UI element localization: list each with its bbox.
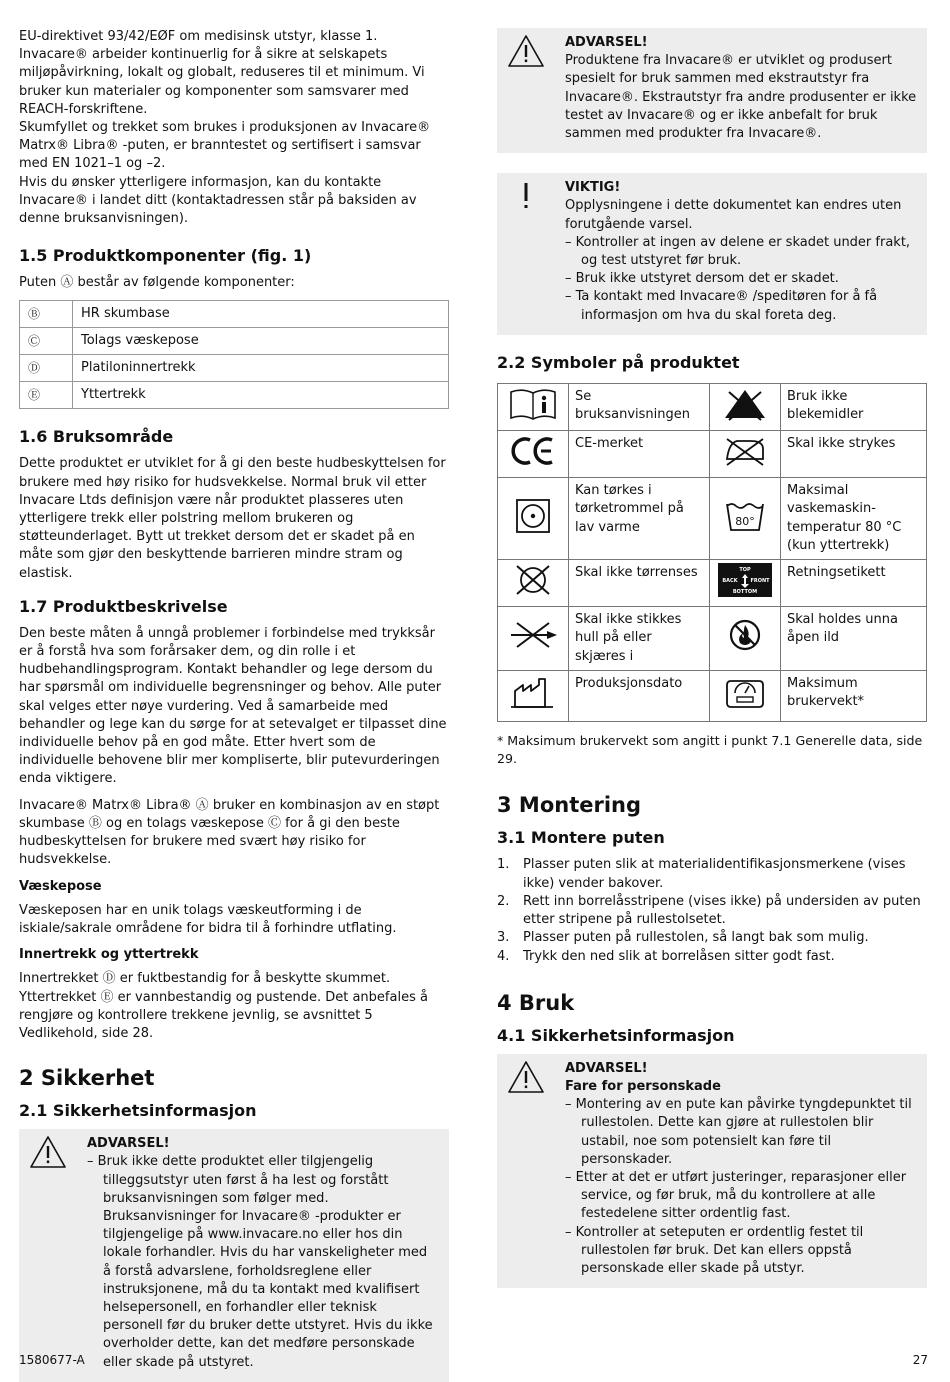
keep-away-fire-icon	[719, 617, 771, 653]
section-heading: 4.1 Sikkerhetsinformasjon	[497, 1025, 735, 1045]
warning-title: ADVARSEL!	[87, 1136, 170, 1152]
sub-heading: Innertrekk og yttertrekk	[19, 947, 199, 963]
component-key: Ⓓ	[20, 355, 73, 382]
intro-paragraph: Invacare® arbeider kontinuerlig for å sikre at selskapets miljøpåvirkning, lokalt og globalt, reduseres til et minimum. Vi bruker kun materialer og komponenter som samsvarer med REACH-forskriftene.	[19, 47, 425, 117]
symbol-description: Se bruksanvisningen	[569, 383, 710, 430]
table-row	[498, 607, 927, 671]
intro-paragraph: EU-direktivet 93/42/EØF om medisinsk utstyr, klasse 1.	[19, 29, 378, 44]
components-intro: Puten Ⓐ består av følgende komponenter:	[19, 275, 295, 291]
warning-box	[497, 28, 927, 153]
component-label: Tolags væskepose	[73, 328, 449, 355]
body-paragraph: Væskeposen har en unik tolags væskeutforming i de iskiale/sakrale områdene for bidra til å forhindre utflating.	[19, 902, 397, 936]
table-row	[20, 301, 449, 328]
warning-box	[19, 1129, 449, 1382]
list-item: 4. Trykk den ned slik at borrelåsen sitter godt fast.	[497, 948, 835, 964]
warning-title: ADVARSEL!	[565, 1060, 648, 1076]
document-id: 1580677-A	[19, 1353, 85, 1367]
no-dry-clean-icon	[507, 562, 559, 598]
intro-paragraph: Hvis du ønsker ytterligere informasjon, kan du kontakte Invacare® i landet ditt (kontaktadressen står på baksiden av denne bruksanvisningen).	[19, 174, 417, 227]
body-paragraph: Innertrekket Ⓓ er fuktbestandig for å beskytte skummet. Yttertrekket Ⓔ er vannbestandig og pustende. Det anbefales å rengjøre og kontrollere trekkene jevnlig, se avsnittet 5 Vedlikehold, side 28.	[19, 971, 428, 1041]
symbol-description: Maksimal vaskemaskin-temperatur 80 °C (kun yttertrekk)	[781, 478, 927, 560]
symbol-description: Kan tørkes i tørketrommel på lav varme	[569, 478, 710, 560]
body-paragraph: Dette produktet er utviklet for å gi den beste hudbeskyttelsen for brukere med høy risiko for hudsvekkelse. Normal bruk vil etter Invacare Ltds definisjon være når produktet plasseres uten ytterligere trekk eller polstring mellom brukeren og støtteunderlaget. Bytt ut trekket dersom det er skadet på en måte som gjør den beskyttende barrieren mindre stram og elastisk.	[19, 456, 446, 581]
component-label: HR skumbase	[73, 301, 449, 328]
symbol-description: CE-merket	[569, 431, 710, 478]
list-item: – Etter at det er utført justeringer, reparasjoner eller service, og før bruk, må du kontrollere at alle festedelene sitter ordentlig fast.	[565, 1169, 917, 1224]
component-label: Platiloninnertrekk	[73, 355, 449, 382]
symbol-description: Bruk ikke blekemidler	[781, 383, 927, 430]
orientation-label-icon	[717, 562, 773, 598]
svg-text:BACK: BACK	[722, 578, 738, 585]
list-item: – Montering av en pute kan påvirke tyngdepunktet til rullestolen. Dette kan gjøre at rullestolen blir ustabil, noe som potensielt kan føre til personskader.	[565, 1096, 917, 1169]
list-item: – Kontroller at ingen av delene er skadet under frakt, og test utstyret før bruk.	[565, 234, 917, 270]
section-heading: 2.2 Symboler på produktet	[497, 352, 740, 372]
table-row	[498, 431, 927, 478]
component-key: Ⓒ	[20, 328, 73, 355]
warning-triangle-icon	[507, 1060, 545, 1094]
component-key: Ⓔ	[20, 382, 73, 409]
warning-list	[565, 1096, 917, 1278]
table-row	[498, 670, 927, 721]
svg-text:TOP: TOP	[739, 567, 751, 574]
table-row	[498, 383, 927, 430]
warning-triangle-icon	[29, 1135, 67, 1169]
sub-heading: Væskepose	[19, 878, 102, 894]
wash-80-icon	[719, 496, 771, 536]
left-column	[19, 28, 449, 1382]
intro-paragraph: Skumfyllet og trekket som brukes i produksjonen av Invacare® Matrx® Libra® -puten, er branntestet og sertifisert i samsvar med EN 1021–1 og –2.	[19, 120, 431, 172]
warning-box	[497, 1054, 927, 1288]
max-weight-icon	[719, 673, 771, 713]
important-title: VIKTIG!	[565, 180, 621, 196]
table-row	[498, 478, 927, 560]
important-body: Opplysningene i dette dokumentet kan endres uten forutgående varsel.	[565, 198, 902, 232]
section-heading: 2.1 Sikkerhetsinformasjon	[19, 1101, 257, 1121]
warning-list	[87, 1153, 439, 1371]
symbol-description: Maksimum brukervekt*	[781, 670, 927, 721]
symbols-footnote: * Maksimum brukervekt som angitt i punkt 7.1 Generelle data, side 29.	[497, 733, 923, 767]
component-label: Yttertrekk	[73, 382, 449, 409]
list-item: 2. Rett inn borrelåsstripene (vises ikke) på undersiden av puten etter stripene på rullestolsetet.	[497, 893, 921, 928]
mounting-steps	[497, 856, 927, 965]
section-heading: 3.1 Montere puten	[497, 828, 665, 848]
svg-text:FRONT: FRONT	[750, 578, 770, 585]
warning-title: ADVARSEL!	[565, 35, 648, 50]
manufacture-date-icon	[507, 673, 559, 713]
ce-mark-icon	[507, 433, 559, 469]
list-item: – Kontroller at seteputen er ordentlig festet til rullestolen før bruk. Det kan ellers oppstå personskade eller skade på utstyr.	[565, 1224, 917, 1279]
symbol-description: Skal ikke strykes	[781, 431, 927, 478]
no-bleach-icon	[719, 386, 771, 422]
symbol-description: Skal holdes unna åpen ild	[781, 607, 927, 671]
symbol-description: Skal ikke stikkes hull på eller skjæres i	[569, 607, 710, 671]
list-item: 1. Plasser puten slik at materialidentifikasjonsmerkene (vises ikke) vender bakover.	[497, 857, 906, 891]
section-heading: 1.5 Produktkomponenter (fig. 1)	[19, 246, 312, 266]
important-box	[497, 173, 927, 335]
page-number: 27	[912, 1353, 928, 1367]
list-item: – Bruk ikke dette produktet eller tilgjengelig tilleggsutstyr uten først å ha lest og forstått bruksanvisningen som følger med. Bruksanvisninger for Invacare® -produkter er tilgjengelige på www.invacare.no eller hos din lokale forhandler. Hvis du har vanskeligheter med å forstå advarslene, forholdsreglene eller instruksjonene, må du ta kontakt med kvalifisert helsepersonell, en forhandler eller teknisk personell før du bruker dette utstyret. Hvis du ikke overholder dette, kan det medføre personskade eller skade på utstyret.	[87, 1153, 439, 1371]
list-item: – Bruk ikke utstyret dersom det er skadet.	[565, 270, 917, 288]
svg-text:BOTTOM: BOTTOM	[732, 589, 758, 596]
symbol-description: Produksjonsdato	[569, 670, 710, 721]
right-column	[497, 28, 927, 1288]
warning-triangle-icon	[507, 34, 545, 68]
chapter-heading: 4 Bruk	[497, 990, 575, 1015]
tumble-dry-low-icon	[507, 496, 559, 536]
no-pierce-icon	[505, 617, 561, 653]
important-list	[565, 234, 917, 325]
chapter-heading: 3 Montering	[497, 793, 642, 818]
list-item: 3. Plasser puten på rullestolen, så langt bak som mulig.	[497, 930, 869, 946]
list-item: – Ta kontakt med Invacare® /speditøren for å få informasjon om hva du skal foreta deg.	[565, 288, 917, 324]
symbols-table	[497, 383, 927, 722]
chapter-heading: 2 Sikkerhet	[19, 1066, 155, 1091]
table-row	[498, 560, 927, 607]
manual-icon	[507, 386, 559, 422]
components-table	[19, 300, 449, 409]
no-iron-icon	[719, 433, 771, 469]
table-row	[20, 328, 449, 355]
section-heading: 1.7 Produktbeskrivelse	[19, 596, 228, 616]
table-row	[20, 355, 449, 382]
wash-temp-label: 80°	[735, 514, 755, 528]
table-row	[20, 382, 449, 409]
symbol-description: Skal ikke tørrenses	[569, 560, 710, 607]
warning-body: Produktene fra Invacare® er utviklet og produsert spesielt for bruk sammen med ekstrautstyr fra Invacare®. Ekstrautstyr fra andre produsenter er ikke testet av Invacare® og er ikke anbefalt for bruk sammen med produkter fra Invacare®.	[565, 53, 917, 142]
body-paragraph: Den beste måten å unngå problemer i forbindelse med trykksår er å forstå hva som forårsaker dem, og din rolle i et hudbehandlingsprogram. Kontakt behandler og lege dersom du har spørsmål om individuelle begrensninger og behov. Alle puter skal velges etter nøye vurdering. Ved å samarbeide med behandler og lege kan du sørge for at setevalget er tilpasset dine individuelle behov på en god måte. Etter hvert som de individuelle behovene blir mer kompliserte, blir putevurderingen enda viktigere.	[19, 625, 447, 787]
section-heading: 1.6 Bruksområde	[19, 427, 174, 447]
warning-subtitle: Fare for personskade	[565, 1078, 721, 1094]
component-key: Ⓑ	[20, 301, 73, 328]
exclamation-icon	[507, 179, 545, 213]
body-paragraph: Invacare® Matrx® Libra® Ⓐ bruker en kombinasjon av en støpt skumbase Ⓑ og en tolags væskepose Ⓒ for å gi den beste hudbeskyttelsen for brukere med svært høy risiko for hudsvekkelse.	[19, 797, 440, 868]
symbol-description: Retningsetikett	[781, 560, 927, 607]
